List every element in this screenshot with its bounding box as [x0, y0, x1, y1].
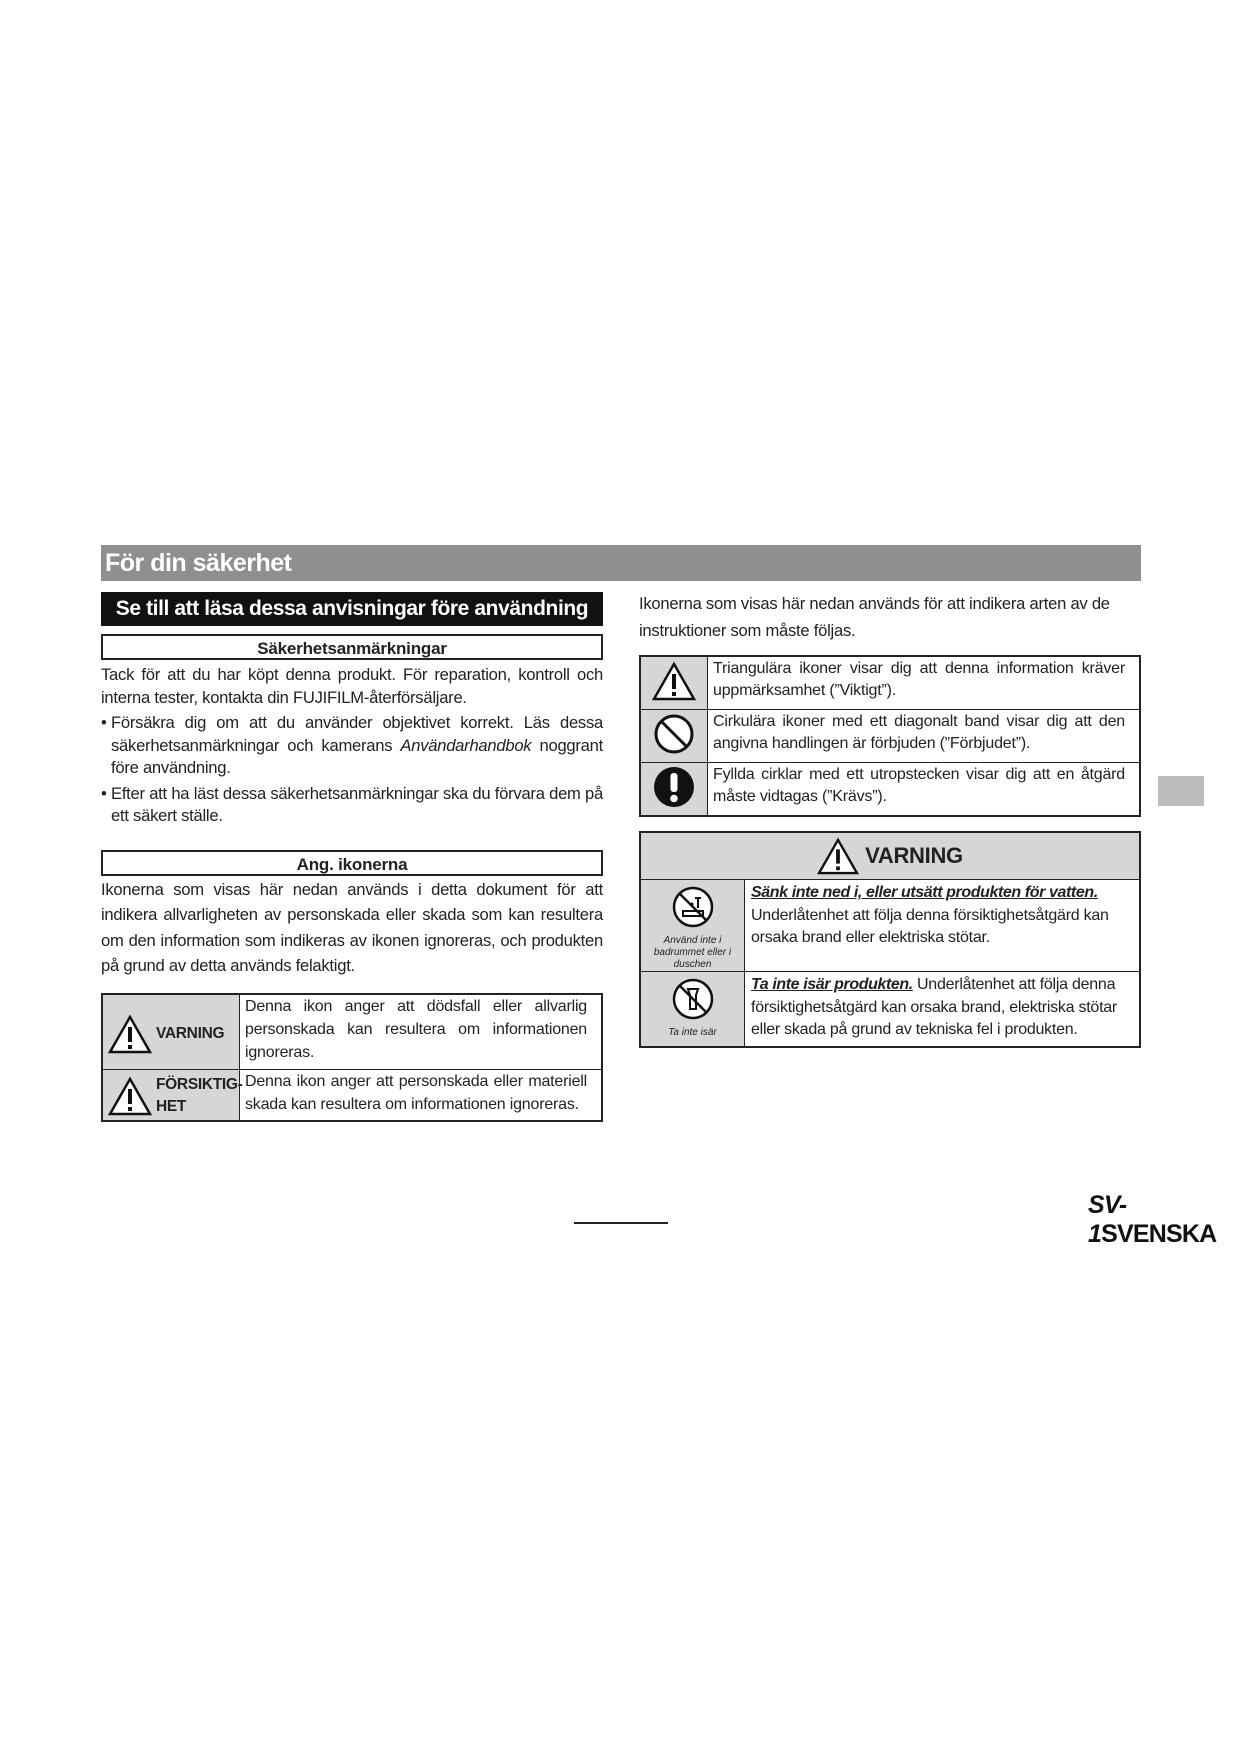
warning-lead: Ta inte isär produkten.	[751, 976, 913, 993]
warning-title: VARNING	[865, 843, 963, 868]
icons-heading: Ang. ikonerna	[101, 850, 603, 876]
warning-text: Sänk inte ned i, eller utsätt produkten för vatten. Underlåtenhet att följa denna försiktighetsåtgärd kan orsaka brand eller elektriska stötar.	[751, 884, 1109, 946]
warning-triangle-icon	[108, 1076, 152, 1116]
symbol-row	[640, 710, 1140, 763]
prohibited-icon	[652, 712, 696, 756]
left-column	[101, 592, 603, 1122]
warning-title-bar	[641, 833, 1139, 880]
intro-paragraph: Tack för att du har köpt denna produkt. För reparation, kontroll och interna tester, kontakta din FUJIFILM-återförsäljare.	[101, 665, 603, 707]
symbol-description: Fyllda cirklar med ett utropstecken visar dig att en åtgärd måste vidtagas (”Krävs”).	[708, 763, 1141, 817]
severity-row-warning	[102, 994, 602, 1070]
warning-item	[641, 971, 1139, 1046]
mandatory-icon	[652, 765, 696, 809]
symbols-table	[639, 655, 1141, 817]
language-name: SVENSKA	[1101, 1220, 1217, 1248]
right-column	[639, 590, 1141, 1048]
icons-intro-paragraph: Ikonerna som visas här nedan används i detta dokument för att indikera allvarligheten av personskada eller skada som kan resultera om den information som indikeras av ikonen ignoreras, och produkten på grund av detta används felaktigt.	[101, 879, 603, 975]
safety-notes-heading: Säkerhetsanmärkningar	[101, 634, 603, 660]
severity-label: VARNING	[156, 1024, 225, 1042]
severity-row-caution	[102, 1069, 602, 1121]
icon-caption: Använd inte i badrummet eller i duschen	[653, 935, 732, 970]
page-title: För din säkerhet	[101, 545, 1141, 581]
symbol-description: Cirkulära ikoner med ett diagonalt band visar dig att den angivna handlingen är förbjuden (”Förbjudet”).	[708, 710, 1141, 763]
warning-box	[639, 831, 1141, 1048]
symbols-intro-paragraph: Ikonerna som visas här nedan används för att indikera arten av de instruktioner som måste följas.	[639, 594, 1110, 640]
severity-description: Denna ikon anger att dödsfall eller allvarlig personskada kan resultera om informationen ignoreras.	[240, 994, 603, 1070]
page-number-rule	[574, 1222, 668, 1224]
no-disassembly-icon	[670, 976, 716, 1022]
icon-caption: Ta inte isär	[668, 1027, 717, 1038]
model-language-label	[1088, 1191, 1241, 1249]
bullet-item: • Försäkra dig om att du använder objektivet korrekt. Läs dessa säkerhetsanmärkningar och kamerans Användarhandbok noggrant före användning.	[101, 712, 603, 780]
warning-lead: Sänk inte ned i, eller utsätt produkten för vatten.	[751, 884, 1098, 901]
severity-label: FÖRSIKTIG-HET	[156, 1075, 243, 1115]
language-side-tab	[1158, 776, 1204, 806]
severity-table	[101, 993, 603, 1122]
symbol-description: Triangulära ikoner visar dig att denna information kräver uppmärksamhet (”Viktigt”).	[708, 656, 1141, 710]
warning-item	[641, 880, 1139, 971]
warning-text: Ta inte isär produkten. Underlåtenhet att följa denna försiktighetsåtgärd kan orsaka brand, elektriska stötar eller skada på grund av tekniska fel i produkten.	[751, 976, 1117, 1038]
warning-triangle-icon	[817, 837, 859, 875]
manual-title: Användarhandbok	[400, 735, 532, 755]
warning-triangle-icon	[108, 1014, 152, 1054]
no-water-icon	[670, 884, 716, 930]
symbol-row	[640, 763, 1140, 817]
bullet-item: • Efter att ha läst dessa säkerhetsanmärkningar ska du förvara dem på ett säkert ställe.	[101, 783, 603, 828]
triangle-icon	[652, 661, 696, 701]
read-first-banner: Se till att läsa dessa anvisningar före användning	[101, 592, 603, 626]
severity-description: Denna ikon anger att personskada eller materiell skada kan resultera om informationen ignoreras.	[240, 1069, 603, 1121]
model-name: SV-1	[1088, 1191, 1127, 1248]
symbol-row	[640, 656, 1140, 710]
